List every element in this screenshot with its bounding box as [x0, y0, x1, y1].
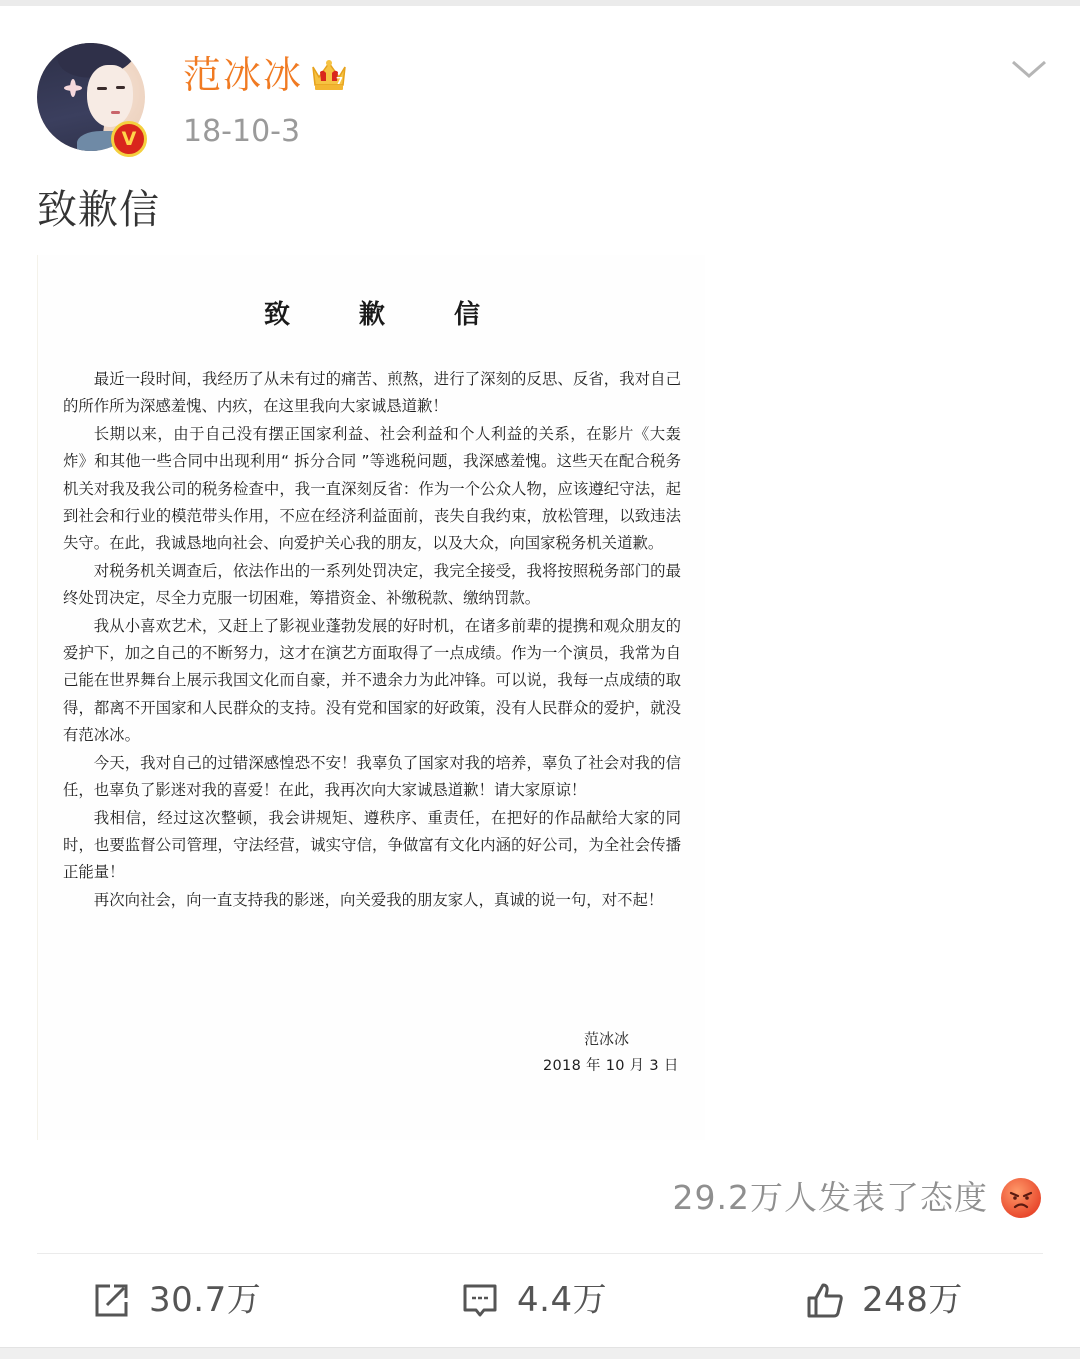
letter-paragraph: 再次向社会，向一直支持我的影迷，向关爱我的朋友家人，真诚的说一句，对不起！: [93, 890, 664, 909]
like-button[interactable]: [806, 1272, 963, 1328]
repost-button[interactable]: [93, 1272, 261, 1328]
vip-crown-icon[interactable]: [309, 57, 349, 93]
letter-date: 2018 年 10 月 3 日: [543, 1058, 679, 1074]
letter-image[interactable]: [37, 255, 705, 1140]
like-count: 248万: [862, 1280, 963, 1320]
letter-paragraph: 今天，我对自己的过错深感惶恐不安！我辜负了国家对我的培养，辜负了社会对我的信任，也辜负了影迷对我的喜爱！在此，我再次向大家诚恳道歉！请大家原谅！: [63, 753, 681, 800]
comment-icon: [461, 1281, 499, 1319]
letter-paragraph: 对税务机关调查后，依法作出的一系列处罚决定，我完全接受，我将按照税务部门的最终处罚决定，尽全力克服一切困难，筹措资金、补缴税款、缴纳罚款。: [63, 561, 681, 608]
divider: [37, 1253, 1043, 1254]
letter-body: [63, 366, 681, 914]
letter-paragraph: 长期以来，由于自己没有摆正国家利益、社会利益和个人利益的关系，在影片《大轰炸》和其他一些合同中出现利用“ 拆分合同 ”等逃税问题，我深感羞愧。这些天在配合税务机关对我及我公司的税务检查中，我一直深刻反省：作为一个公众人物，应该遵纪守法，起到社会和行业的模范带头作用，不应在经济利益面前，丧失自我约束，放松管理，以致违法失守。在此，我诚恳地向社会、向爱护关心我的朋友，以及大众，向国家税务机关道歉。: [63, 424, 681, 553]
post-text: 致歉信: [37, 187, 160, 233]
repost-count: 30.7万: [149, 1280, 262, 1320]
attitude-text: 29.2万人发表了态度: [672, 1178, 988, 1217]
author-avatar[interactable]: [37, 43, 149, 155]
bottom-strip: [0, 1347, 1080, 1359]
verified-badge-icon: V: [111, 121, 147, 157]
letter-paragraph: 我相信，经过这次整顿，我会讲规矩、遵秩序、重责任，在把好的作品献给大家的同时，也要监督公司管理，守法经营，诚实守信，争做富有文化内涵的好公司，为全社会传播正能量！: [63, 808, 681, 882]
comment-count: 4.4万: [517, 1280, 608, 1320]
thumbs-up-icon: [806, 1281, 844, 1319]
attitude-summary[interactable]: [673, 1175, 1042, 1221]
angry-face-icon: [1000, 1177, 1042, 1219]
letter-title: 致 歉 信: [263, 300, 511, 330]
svg-text:7: 7: [336, 76, 343, 87]
comment-button[interactable]: [461, 1272, 607, 1328]
letter-paragraph: 我从小喜欢艺术，又赶上了影视业蓬勃发展的好时机，在诸多前辈的提携和观众朋友的爱护下，加之自己的不断努力，这才在演艺方面取得了一点成绩。作为一个演员，我常为自己能在世界舞台上展示我国文化而自豪，并不遗余力为此冲锋。可以说，我每一点成绩的取得，都离不开国家和人民群众的支持。没有党和国家的好政策，没有人民群众的爱护，就没有范冰冰。: [63, 616, 681, 745]
author-name[interactable]: 范冰冰: [183, 53, 304, 97]
letter-signature: 范冰冰: [584, 1030, 630, 1048]
repost-icon: [93, 1281, 131, 1319]
post-date: 18-10-3: [183, 114, 301, 149]
chevron-down-icon[interactable]: [1008, 54, 1050, 84]
top-strip: [0, 0, 1080, 6]
letter-paragraph: 最近一段时间，我经历了从未有过的痛苦、煎熬，进行了深刻的反思、反省，我对自己的所作所为深感羞愧、内疚，在这里我向大家诚恳道歉！: [63, 370, 681, 416]
flower-icon: [64, 79, 82, 97]
